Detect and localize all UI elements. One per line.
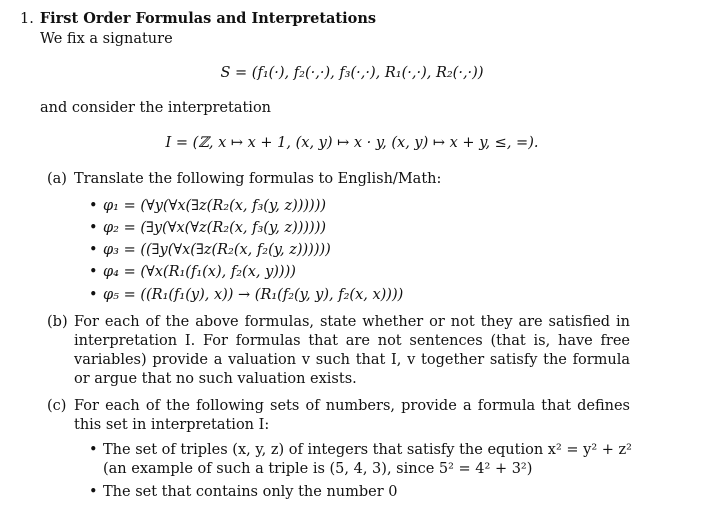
intro-text: We fix a signature xyxy=(40,31,173,47)
section-heading xyxy=(20,9,376,29)
part-c-label: (c) xyxy=(47,398,67,414)
formula-phi-4: φ₄ = (∀x(R₁(f₁(x), f₂(x, y)))) xyxy=(103,264,296,280)
part-a-text: Translate the following formulas to English/Math: xyxy=(74,171,442,187)
formula-item xyxy=(89,241,331,260)
bullet-icon: • xyxy=(89,484,98,500)
bullet-icon: • xyxy=(89,264,98,280)
part-a-label: (a) xyxy=(47,171,67,187)
signature-formula: S = (f₁(·), f₂(·,·), f₃(·,·), R₁(·,·), R₂(·,·)) xyxy=(220,65,484,81)
bullet-icon: • xyxy=(89,287,98,303)
part-b-text: For each of the above formulas, state whether or not they are satisfied in interpretation I. For formulas that are not sentences (that is, have free variables) provide a valuation v such that I, v together satisfy the formula or argue that no such valuation exists. xyxy=(74,314,630,387)
formula-phi-1: φ₁ = (∀y(∀x(∃z(R₂(x, f₃(y, z)))))) xyxy=(103,198,327,214)
set-description-zero: The set that contains only the number 0 xyxy=(103,484,398,500)
bullet-icon: • xyxy=(89,242,98,258)
interpretation-formula: I = (ℤ, x ↦ x + 1, (x, y) ↦ x · y, (x, y) ↦ x + y, ≤, =). xyxy=(165,135,539,151)
formula-item xyxy=(89,197,326,216)
section-title: First Order Formulas and Interpretations xyxy=(39,10,377,27)
bullet-icon: • xyxy=(89,220,98,236)
consider-text: and consider the interpretation xyxy=(40,100,272,116)
formula-item xyxy=(89,286,403,305)
formula-phi-2: φ₂ = (∃y(∀x(∀z(R₂(x, f₃(y, z)))))) xyxy=(103,220,327,236)
part-b-label: (b) xyxy=(47,314,68,330)
formula-phi-5: φ₅ = ((R₁(f₁(y), x)) → (R₁(f₂(y, y), f₂(x, x)))) xyxy=(103,287,404,303)
bullet-icon: • xyxy=(89,198,98,214)
set-description-triples: The set of triples (x, y, z) of integers that satisfy the eqution x² = y² + z² (an example of such a triple is (5, 4, 3), since 5² = 4² + 3²) xyxy=(103,442,632,477)
bullet-icon: • xyxy=(89,442,98,458)
part-c-text: For each of the following sets of numbers, provide a formula that defines this set in interpretation I: xyxy=(74,398,630,433)
formula-phi-3: φ₃ = ((∃y(∀x(∃z(R₂(x, f₂(y, z)))))) xyxy=(103,242,331,258)
formula-item xyxy=(89,219,326,238)
formula-item xyxy=(89,263,296,282)
section-number: 1. xyxy=(20,11,34,27)
